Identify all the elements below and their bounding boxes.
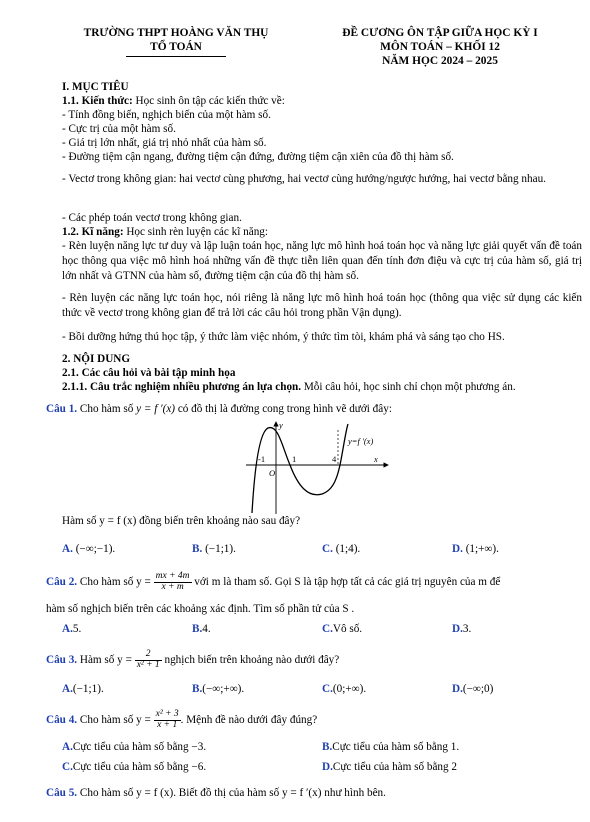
question-2-line2: hàm số nghịch biến trên các khoảng xác định. Tìm số phần tử của S . <box>46 603 355 615</box>
knowledge-heading: 1.1. Kiến thức: Học sinh ôn tập các kiến thức về: <box>62 95 285 107</box>
x-axis-label: x <box>374 454 378 464</box>
q3-option-d[interactable]: D.(−∞;0) <box>452 683 494 695</box>
skills-item: - Bồi dưỡng hứng thú học tập, ý thức làm việc nhóm, ý thức tìm tòi, khám phá và sáng tạo cho HS. <box>62 331 505 343</box>
q4-option-a[interactable]: A.Cực tiểu của hàm số bằng −3. <box>62 741 207 753</box>
header-divider <box>126 56 226 57</box>
school-name: TRƯỜNG THPT HOÀNG VĂN THỤ <box>83 27 269 39</box>
section-heading-content: 2. NỘI DUNG <box>62 353 131 365</box>
question-1-prompt: Hàm số y = f (x) đồng biến trên khoảng nào sau đây? <box>62 515 301 527</box>
q2-option-d[interactable]: D.3. <box>452 623 472 635</box>
tick-label-4: 4 <box>332 454 337 464</box>
skills-item: - Rèn luyện các năng lực toán học, nói riêng là năng lực mô hình hoá toán học (thông qua việc sử dụng các kiến thức về vectơ trong không gian để trả lời các câu hỏi trong phần Vận dụng). <box>62 292 582 319</box>
question-1: Câu 1. Cho hàm số y = f ′(x) có đồ thị là đường cong trong hình vẽ dưới đây: <box>46 403 392 415</box>
subsection-heading: 2.1. Các câu hỏi và bài tập minh họa <box>62 367 236 379</box>
q4-option-d[interactable]: D.Cực tiểu của hàm số bằng 2 <box>322 761 458 773</box>
q2-option-b[interactable]: B.4. <box>192 623 211 635</box>
knowledge-item: - Giá trị lớn nhất, giá trị nhỏ nhất của hàm số. <box>62 137 267 149</box>
origin-label: O <box>269 468 276 478</box>
q3-fraction: $\frac{2}{\text{x² + 1}}$ <box>136 649 160 670</box>
knowledge-item: - Tính đồng biến, nghịch biến của một hàm số. <box>62 109 271 121</box>
document-title: ĐỀ CƯƠNG ÔN TẬP GIỮA HỌC KỲ I <box>342 27 538 39</box>
knowledge-item: - Đường tiệm cận ngang, đường tiệm cận đứng, đường tiệm cận xiên của đồ thị hàm số. <box>62 151 454 163</box>
derivative-graph <box>238 418 398 518</box>
q1-option-b[interactable]: B. (−1;1). <box>192 543 236 555</box>
q1-option-a[interactable]: A. (−∞;−1). <box>62 543 116 555</box>
subject-line: MÔN TOÁN – KHỐI 12 <box>380 41 500 53</box>
department-name: TỔ TOÁN <box>150 41 202 53</box>
question-5: Câu 5. Cho hàm số y = f (x). Biết đồ thị của hàm số y = f ′(x) như hình bên. <box>46 787 386 799</box>
q4-fraction: $\frac{\text{x² + 3}}{x + 1}$ <box>155 709 179 730</box>
subsection-heading: 2.1.1. Câu trắc nghiệm nhiều phương án lựa chọn. Mỗi câu hỏi, học sinh chỉ chọn một phương án. <box>62 381 516 393</box>
q1-option-c[interactable]: C. (1;4). <box>322 543 361 555</box>
q1-option-d[interactable]: D. (1;+∞). <box>452 543 499 555</box>
section-heading-objectives: I. MỤC TIÊU <box>62 81 129 93</box>
question-2: Câu 2. Cho hàm số y = $\frac{mx + 4m}{x + m}$ với m là tham số. Gọi S là tập hợp tất cả các giá trị nguyên của m để <box>46 571 501 592</box>
q2-fraction: $\frac{mx + 4m}{x + m}$ <box>155 571 190 592</box>
tick-label-1: 1 <box>292 454 297 464</box>
q3-option-b[interactable]: B.(−∞;+∞). <box>192 683 245 695</box>
skills-heading: 1.2. Kĩ năng: Học sinh rèn luyện các kĩ năng: <box>62 226 269 238</box>
knowledge-item: - Cực trị của một hàm số. <box>62 123 176 135</box>
skills-item: - Rèn luyện năng lực tư duy và lập luận toán học, năng lực mô hình hoá toán học và năng lực giải quyết vấn đề toán học thông qua việc mô hình hoá những vấn đề thực tiễn liên quan đến tính đơn điệu và cực trị của hàm số, giá trị lớn nhất và GTNN của hàm số, đường tiệm cận của đồ thị hàm số. <box>62 240 582 282</box>
q4-option-b[interactable]: B.Cực tiểu của hàm số bằng 1. <box>322 741 460 753</box>
question-3: Câu 3. Hàm số y = $\frac{2}{\text{x² + 1}}$ nghịch biến trên khoảng nào dưới đây? <box>46 649 340 670</box>
vector-ops-item: - Các phép toán vectơ trong không gian. <box>62 212 242 224</box>
y-axis-label: y <box>279 420 283 430</box>
curve-label: y=f ′(x) <box>348 436 374 446</box>
tick-label-minus-1: -1 <box>258 454 266 464</box>
derivative-curve <box>252 424 348 513</box>
school-year: NĂM HỌC 2024 – 2025 <box>382 55 498 67</box>
q2-option-c[interactable]: C.Vô số. <box>322 623 363 635</box>
vector-item: - Vectơ trong không gian: hai vectơ cùng phương, hai vectơ cùng hướng/ngược hướng, hai vectơ bằng nhau. <box>62 173 546 185</box>
q2-option-a[interactable]: A.5. <box>62 623 82 635</box>
q3-option-a[interactable]: A.(−1;1). <box>62 683 104 695</box>
q4-option-c[interactable]: C.Cực tiểu của hàm số bằng −6. <box>62 761 207 773</box>
question-4: Câu 4. Cho hàm số y = $\frac{\text{x² + 3}}{x + 1}$ . Mệnh đề nào dưới đây đúng? <box>46 709 318 730</box>
q3-option-c[interactable]: C.(0;+∞). <box>322 683 367 695</box>
